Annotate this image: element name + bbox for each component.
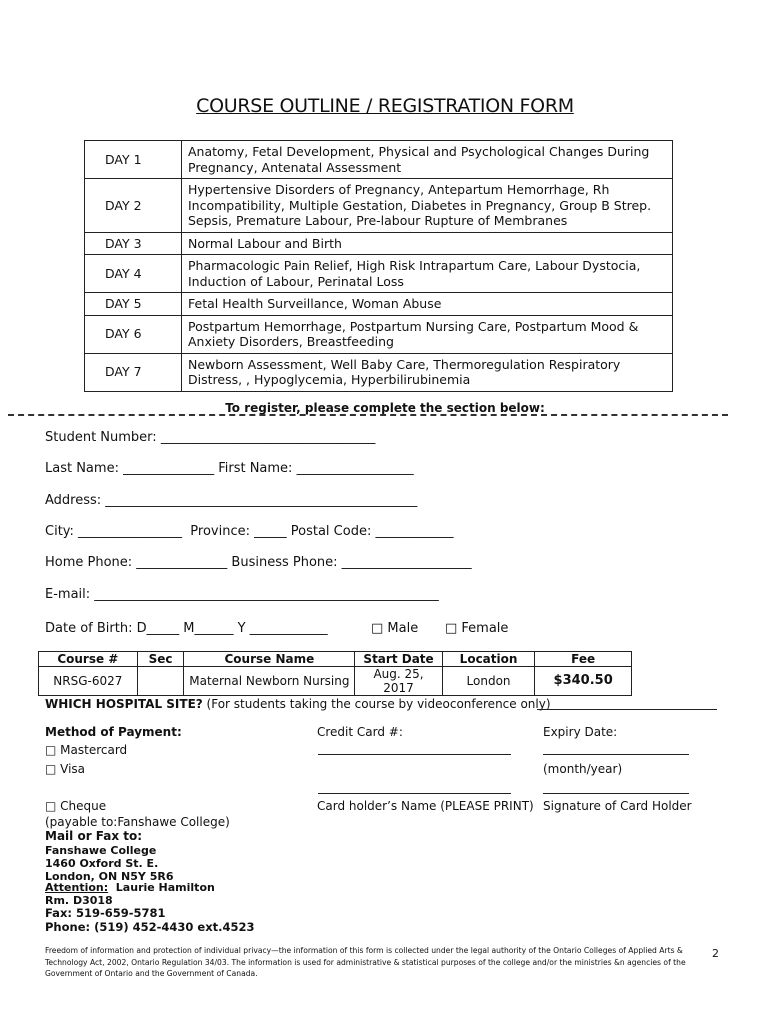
- day-label: DAY 1: [85, 141, 182, 179]
- visa-checkbox[interactable]: □ Visa: [45, 762, 86, 776]
- student-number-field[interactable]: Student Number: _________________________________: [45, 430, 376, 445]
- date-of-birth-field[interactable]: Date of Birth: D_____ M______ Y ____________: [45, 621, 328, 636]
- city-province-postal-fields[interactable]: City: ________________ Province: _____ Postal Code: ____________: [45, 524, 454, 539]
- topic-line: Incompatibility, Multiple Gestation, Diabetes in Pregnancy, Group B Strep.: [188, 197, 652, 213]
- day-topics: [182, 315, 673, 353]
- signature-label: Signature of Card Holder: [543, 799, 692, 813]
- privacy-footer: Freedom of information and protection of individual privacy—the information of this form is collected under the legal authority of the Ontario Colleges of Applied Arts & Technology Act, 2002, Ontario Regulation 34/03. The information is used for administrative & statistical purposes of the college and/or the ministries &n agencies of the Government of Ontario and the Government of Canada.: [45, 946, 686, 978]
- topic-line: Distress, , Hypoglycemia, Hyperbilirubinemia: [188, 372, 471, 387]
- page-number: 2: [712, 947, 719, 960]
- month-year-hint: (month/year): [543, 762, 623, 776]
- course-table-header-row: [39, 652, 632, 667]
- day-topics: [182, 255, 673, 293]
- name-fields[interactable]: Last Name: ______________ First Name: __________________: [45, 461, 414, 476]
- day-label: DAY 2: [85, 179, 182, 233]
- day-label: DAY 4: [85, 255, 182, 293]
- topic-line: Anatomy, Fetal Development, Physical and Psychological Changes During: [188, 144, 650, 159]
- outline-row: [85, 179, 673, 233]
- day-label: DAY 3: [85, 232, 182, 255]
- topic-line: Hypertensive Disorders of Pregnancy, Antepartum Hemorrhage, Rh: [188, 182, 610, 197]
- outline-row: [85, 141, 673, 179]
- topic-line: Newborn Assessment, Well Baby Care, Thermoregulation Respiratory: [188, 356, 621, 372]
- fee-cell: $340.50: [535, 667, 632, 696]
- mail-city: London, ON N5Y 5R6: [45, 870, 174, 883]
- expiry-date-input[interactable]: [543, 754, 689, 755]
- course-number-header: Course #: [39, 652, 138, 667]
- topic-line: Induction of Labour, Perinatal Loss: [188, 273, 404, 289]
- card-holder-label: Card holder’s Name (PLEASE PRINT): [317, 799, 534, 813]
- topic-line: Fetal Health Surveillance, Woman Abuse: [188, 296, 442, 311]
- hospital-site-line: [45, 697, 554, 711]
- hospital-site-input[interactable]: [537, 709, 717, 710]
- mastercard-checkbox[interactable]: □ Mastercard: [45, 743, 128, 757]
- email-field[interactable]: E-mail: _____________________________________________________: [45, 587, 439, 602]
- female-checkbox[interactable]: □ Female: [445, 621, 509, 636]
- course-table-row: [39, 667, 632, 696]
- topic-line: Normal Labour and Birth: [188, 235, 342, 251]
- mail-org: Fanshawe College: [45, 844, 157, 857]
- mail-fax: Fax: 519-659-5781: [45, 906, 166, 920]
- mail-street: 1460 Oxford St. E.: [45, 857, 159, 870]
- topic-line: Sepsis, Premature Labour, Pre-labour Rupture of Membranes: [188, 213, 568, 228]
- course-info-table: [38, 651, 632, 696]
- attention-name: Laurie Hamilton: [108, 881, 215, 894]
- phone-fields[interactable]: Home Phone: ______________ Business Phone: ____________________: [45, 555, 472, 570]
- outline-row: [85, 255, 673, 293]
- register-instruction: To register, please complete the section below:: [225, 401, 545, 415]
- credit-card-input[interactable]: [318, 754, 511, 755]
- cut-line-divider: [8, 414, 728, 416]
- mail-attention: [45, 881, 215, 894]
- day-topics: [182, 232, 673, 255]
- fee-header: Fee: [535, 652, 632, 667]
- form-title: COURSE OUTLINE / REGISTRATION FORM: [196, 95, 574, 117]
- outline-row: [85, 353, 673, 391]
- topic-line: Pharmacologic Pain Relief, High Risk Intrapartum Care, Labour Dystocia,: [188, 258, 641, 273]
- mail-phone: Phone: (519) 452-4430 ext.4523: [45, 920, 255, 934]
- card-holder-name-input[interactable]: [318, 793, 511, 794]
- section-cell: [137, 667, 184, 696]
- mail-room: Rm. D3018: [45, 894, 113, 907]
- credit-card-label: Credit Card #:: [317, 725, 403, 739]
- day-topics: [182, 141, 673, 179]
- course-outline-table: [84, 140, 673, 392]
- day-topics: [182, 293, 673, 316]
- section-header: Sec: [137, 652, 184, 667]
- topic-line: Pregnancy, Antenatal Assessment: [188, 159, 402, 175]
- address-field[interactable]: Address: ________________________________________________: [45, 493, 418, 508]
- expiry-date-label: Expiry Date:: [543, 725, 618, 739]
- day-topics: [182, 179, 673, 233]
- location-header: Location: [442, 652, 535, 667]
- day-label: DAY 7: [85, 353, 182, 391]
- outline-row: [85, 293, 673, 316]
- start-date-header: Start Date: [355, 652, 442, 667]
- attention-label: Attention:: [45, 881, 109, 894]
- mail-heading: Mail or Fax to:: [45, 829, 143, 843]
- cheque-checkbox[interactable]: □ Cheque: [45, 799, 107, 813]
- payable-note: (payable to:Fanshawe College): [45, 815, 230, 829]
- hospital-site-label: WHICH HOSPITAL SITE?: [45, 697, 203, 711]
- start-date-cell: Aug. 25, 2017: [355, 667, 442, 696]
- topic-line: Postpartum Hemorrhage, Postpartum Nursing Care, Postpartum Mood &: [188, 318, 639, 334]
- hospital-site-note: (For students taking the course by videoconference only): [202, 697, 555, 711]
- outline-row: [85, 315, 673, 353]
- course-number-cell: NRSG-6027: [39, 667, 138, 696]
- payment-method-label: Method of Payment:: [45, 725, 182, 739]
- outline-row: [85, 232, 673, 255]
- day-label: DAY 6: [85, 315, 182, 353]
- topic-line: Anxiety Disorders, Breastfeeding: [188, 334, 394, 349]
- course-name-header: Course Name: [184, 652, 355, 667]
- day-topics: [182, 353, 673, 391]
- location-cell: London: [442, 667, 535, 696]
- day-label: DAY 5: [85, 293, 182, 316]
- male-checkbox[interactable]: □ Male: [371, 621, 419, 636]
- course-name-cell: Maternal Newborn Nursing: [184, 667, 355, 696]
- signature-input[interactable]: [543, 793, 689, 794]
